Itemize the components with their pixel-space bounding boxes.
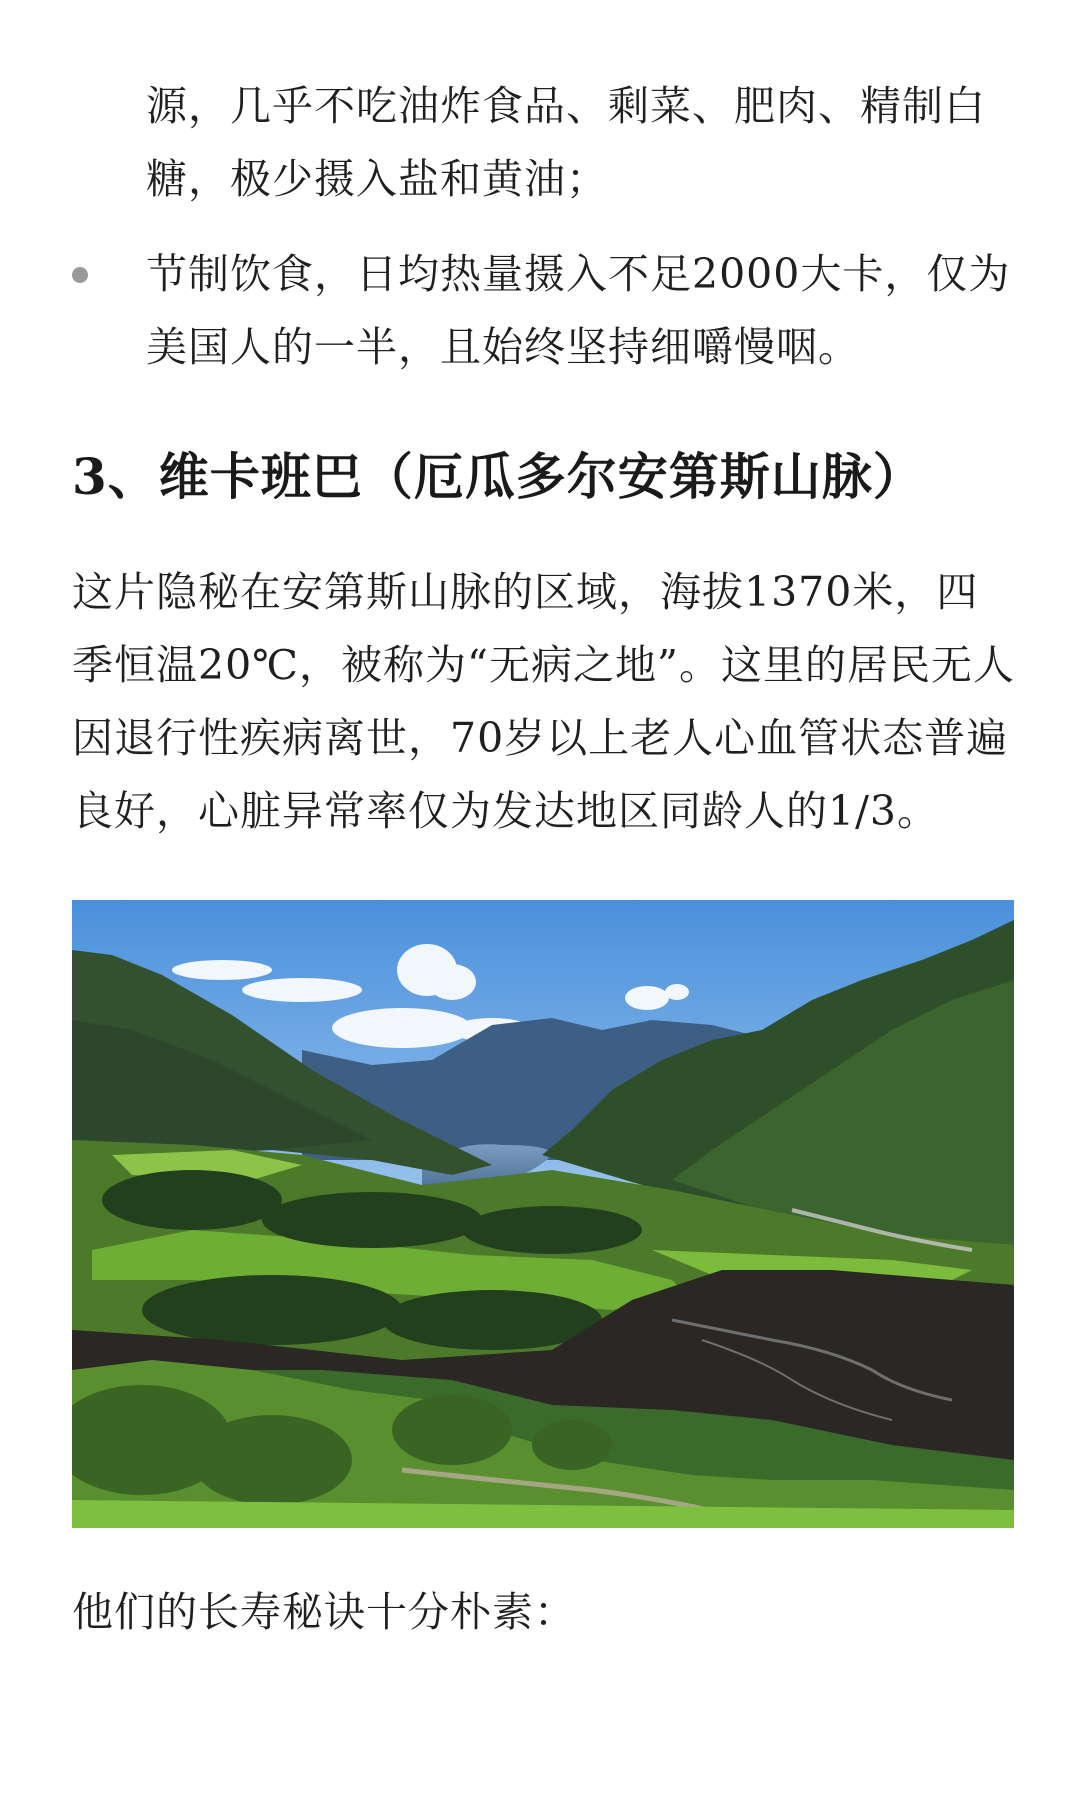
landscape-photo: [72, 900, 1014, 1528]
closing-text: 他们的长寿秘诀十分朴素：: [72, 1588, 576, 1636]
list-item-text: 源，几乎不吃油炸食品、剩菜、肥肉、精制白糖，极少摄入盐和黄油；: [146, 82, 986, 203]
bullet-list: [72, 70, 1012, 406]
section-paragraph: 这片隐秘在安第斯山脉的区域，海拔1370米，四季恒温20℃，被称为“无病之地”。这里的居民无人因退行性疾病离世，70岁以上老人心血管状态普遍良好，心脏异常率仅为发达地区同龄人的1/3。: [72, 568, 1015, 835]
list-item-text: 节制饮食，日均热量摄入不足2000大卡，仅为美国人的一半，且始终坚持细嚼慢咽。: [146, 250, 1011, 371]
list-item: [72, 70, 1012, 216]
section-heading: 3、维卡班巴（厄瓜多尔安第斯山脉）: [72, 447, 924, 506]
bullet-dot: [72, 267, 88, 283]
list-item: [72, 238, 1012, 384]
